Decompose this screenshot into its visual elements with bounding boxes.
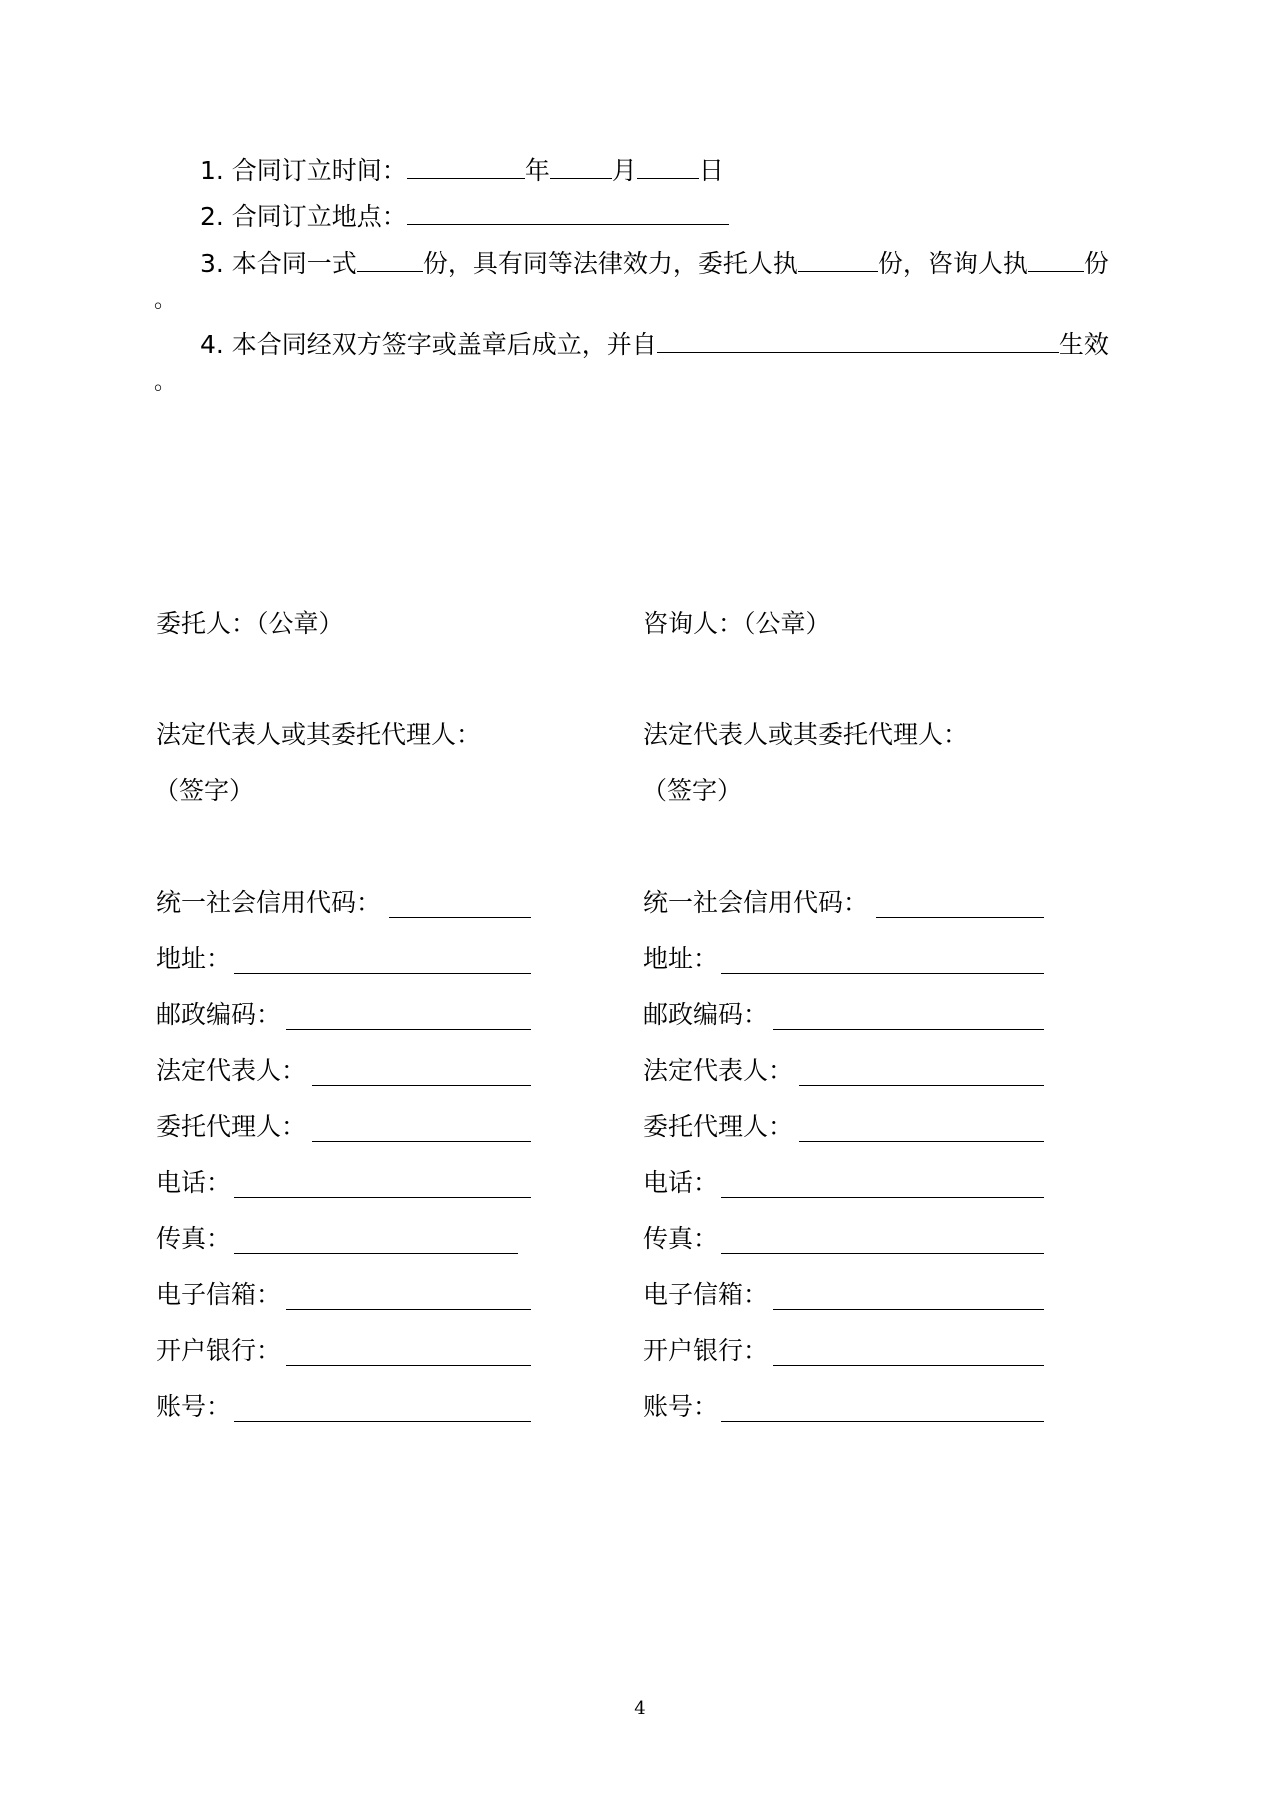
place-blank[interactable] bbox=[407, 200, 729, 225]
left-field-agent: 委托代理人： bbox=[156, 1112, 307, 1141]
left-field-account: 账号： bbox=[156, 1392, 232, 1421]
clause-3-part-c: 份，咨询人执 bbox=[877, 249, 1028, 278]
left-field-postcode: 邮政编码： bbox=[156, 1000, 282, 1029]
day-blank[interactable] bbox=[637, 154, 699, 179]
clause-4 bbox=[200, 328, 1109, 362]
clause-4-part-a: 4. 本合同经双方签字或盖章后成立，并自 bbox=[200, 330, 657, 359]
left-field-credit-code: 统一社会信用代码： bbox=[156, 888, 382, 917]
left-phone-blank[interactable] bbox=[234, 1197, 531, 1198]
right-field-bank: 开户银行： bbox=[643, 1336, 769, 1365]
right-postcode-blank[interactable] bbox=[773, 1029, 1044, 1030]
clause-2-label: 2. 合同订立地点： bbox=[200, 202, 407, 231]
left-field-fax: 传真： bbox=[156, 1224, 232, 1253]
right-phone-blank[interactable] bbox=[721, 1197, 1044, 1198]
year-label: 年 bbox=[524, 156, 550, 185]
client-copies-blank[interactable] bbox=[798, 247, 878, 272]
right-field-credit-code: 统一社会信用代码： bbox=[643, 888, 869, 917]
right-fax-blank[interactable] bbox=[721, 1253, 1044, 1254]
left-email-blank[interactable] bbox=[286, 1309, 531, 1310]
right-rep: 法定代表人或其委托代理人： bbox=[643, 720, 969, 749]
left-party: 委托人：（公章） bbox=[156, 609, 344, 638]
right-address-blank[interactable] bbox=[721, 973, 1044, 974]
effective-date-blank[interactable] bbox=[657, 328, 1059, 353]
right-field-address: 地址： bbox=[643, 944, 719, 973]
clause-3-tail: 。 bbox=[154, 288, 177, 313]
clause-3-part-a: 3. 本合同一式 bbox=[200, 249, 357, 278]
right-bank-blank[interactable] bbox=[773, 1365, 1044, 1366]
right-email-blank[interactable] bbox=[773, 1309, 1044, 1310]
left-account-blank[interactable] bbox=[234, 1421, 531, 1422]
right-sign: （签字） bbox=[642, 776, 743, 805]
clause-1-label: 1. 合同订立时间： bbox=[200, 156, 407, 185]
page-number: 4 bbox=[634, 1698, 646, 1719]
consultant-copies-blank[interactable] bbox=[1028, 247, 1084, 272]
right-party: 咨询人：（公章） bbox=[643, 609, 831, 638]
clause-4-tail: 。 bbox=[154, 370, 177, 395]
right-field-phone: 电话： bbox=[643, 1168, 719, 1197]
left-agent-blank[interactable] bbox=[312, 1141, 531, 1142]
clause-2 bbox=[200, 200, 729, 234]
left-postcode-blank[interactable] bbox=[286, 1029, 531, 1030]
left-address-blank[interactable] bbox=[234, 973, 531, 974]
right-field-legal-rep: 法定代表人： bbox=[643, 1056, 794, 1085]
month-label: 月 bbox=[611, 156, 637, 185]
right-field-postcode: 邮政编码： bbox=[643, 1000, 769, 1029]
clause-3-part-b: 份，具有同等法律效力，委托人执 bbox=[422, 249, 798, 278]
left-rep: 法定代表人或其委托代理人： bbox=[156, 720, 482, 749]
right-field-email: 电子信箱： bbox=[643, 1280, 769, 1309]
left-fax-blank[interactable] bbox=[234, 1253, 518, 1254]
right-field-agent: 委托代理人： bbox=[643, 1112, 794, 1141]
left-field-address: 地址： bbox=[156, 944, 232, 973]
clause-1 bbox=[200, 154, 724, 188]
clause-4-part-b: 生效 bbox=[1058, 330, 1109, 359]
month-blank[interactable] bbox=[550, 154, 612, 179]
left-credit-code-blank[interactable] bbox=[389, 917, 531, 918]
right-credit-code-blank[interactable] bbox=[876, 917, 1044, 918]
copies-total-blank[interactable] bbox=[357, 247, 423, 272]
left-field-bank: 开户银行： bbox=[156, 1336, 282, 1365]
left-legal-rep-blank[interactable] bbox=[312, 1085, 531, 1086]
right-field-fax: 传真： bbox=[643, 1224, 719, 1253]
left-field-email: 电子信箱： bbox=[156, 1280, 282, 1309]
clause-3-part-d: 份 bbox=[1083, 249, 1109, 278]
left-field-phone: 电话： bbox=[156, 1168, 232, 1197]
left-field-legal-rep: 法定代表人： bbox=[156, 1056, 307, 1085]
left-sign: （签字） bbox=[154, 776, 255, 805]
right-account-blank[interactable] bbox=[721, 1421, 1044, 1422]
year-blank[interactable] bbox=[407, 154, 525, 179]
clause-3 bbox=[200, 247, 1109, 281]
right-legal-rep-blank[interactable] bbox=[799, 1085, 1044, 1086]
left-bank-blank[interactable] bbox=[286, 1365, 531, 1366]
right-agent-blank[interactable] bbox=[799, 1141, 1044, 1142]
day-label: 日 bbox=[698, 156, 724, 185]
right-field-account: 账号： bbox=[643, 1392, 719, 1421]
